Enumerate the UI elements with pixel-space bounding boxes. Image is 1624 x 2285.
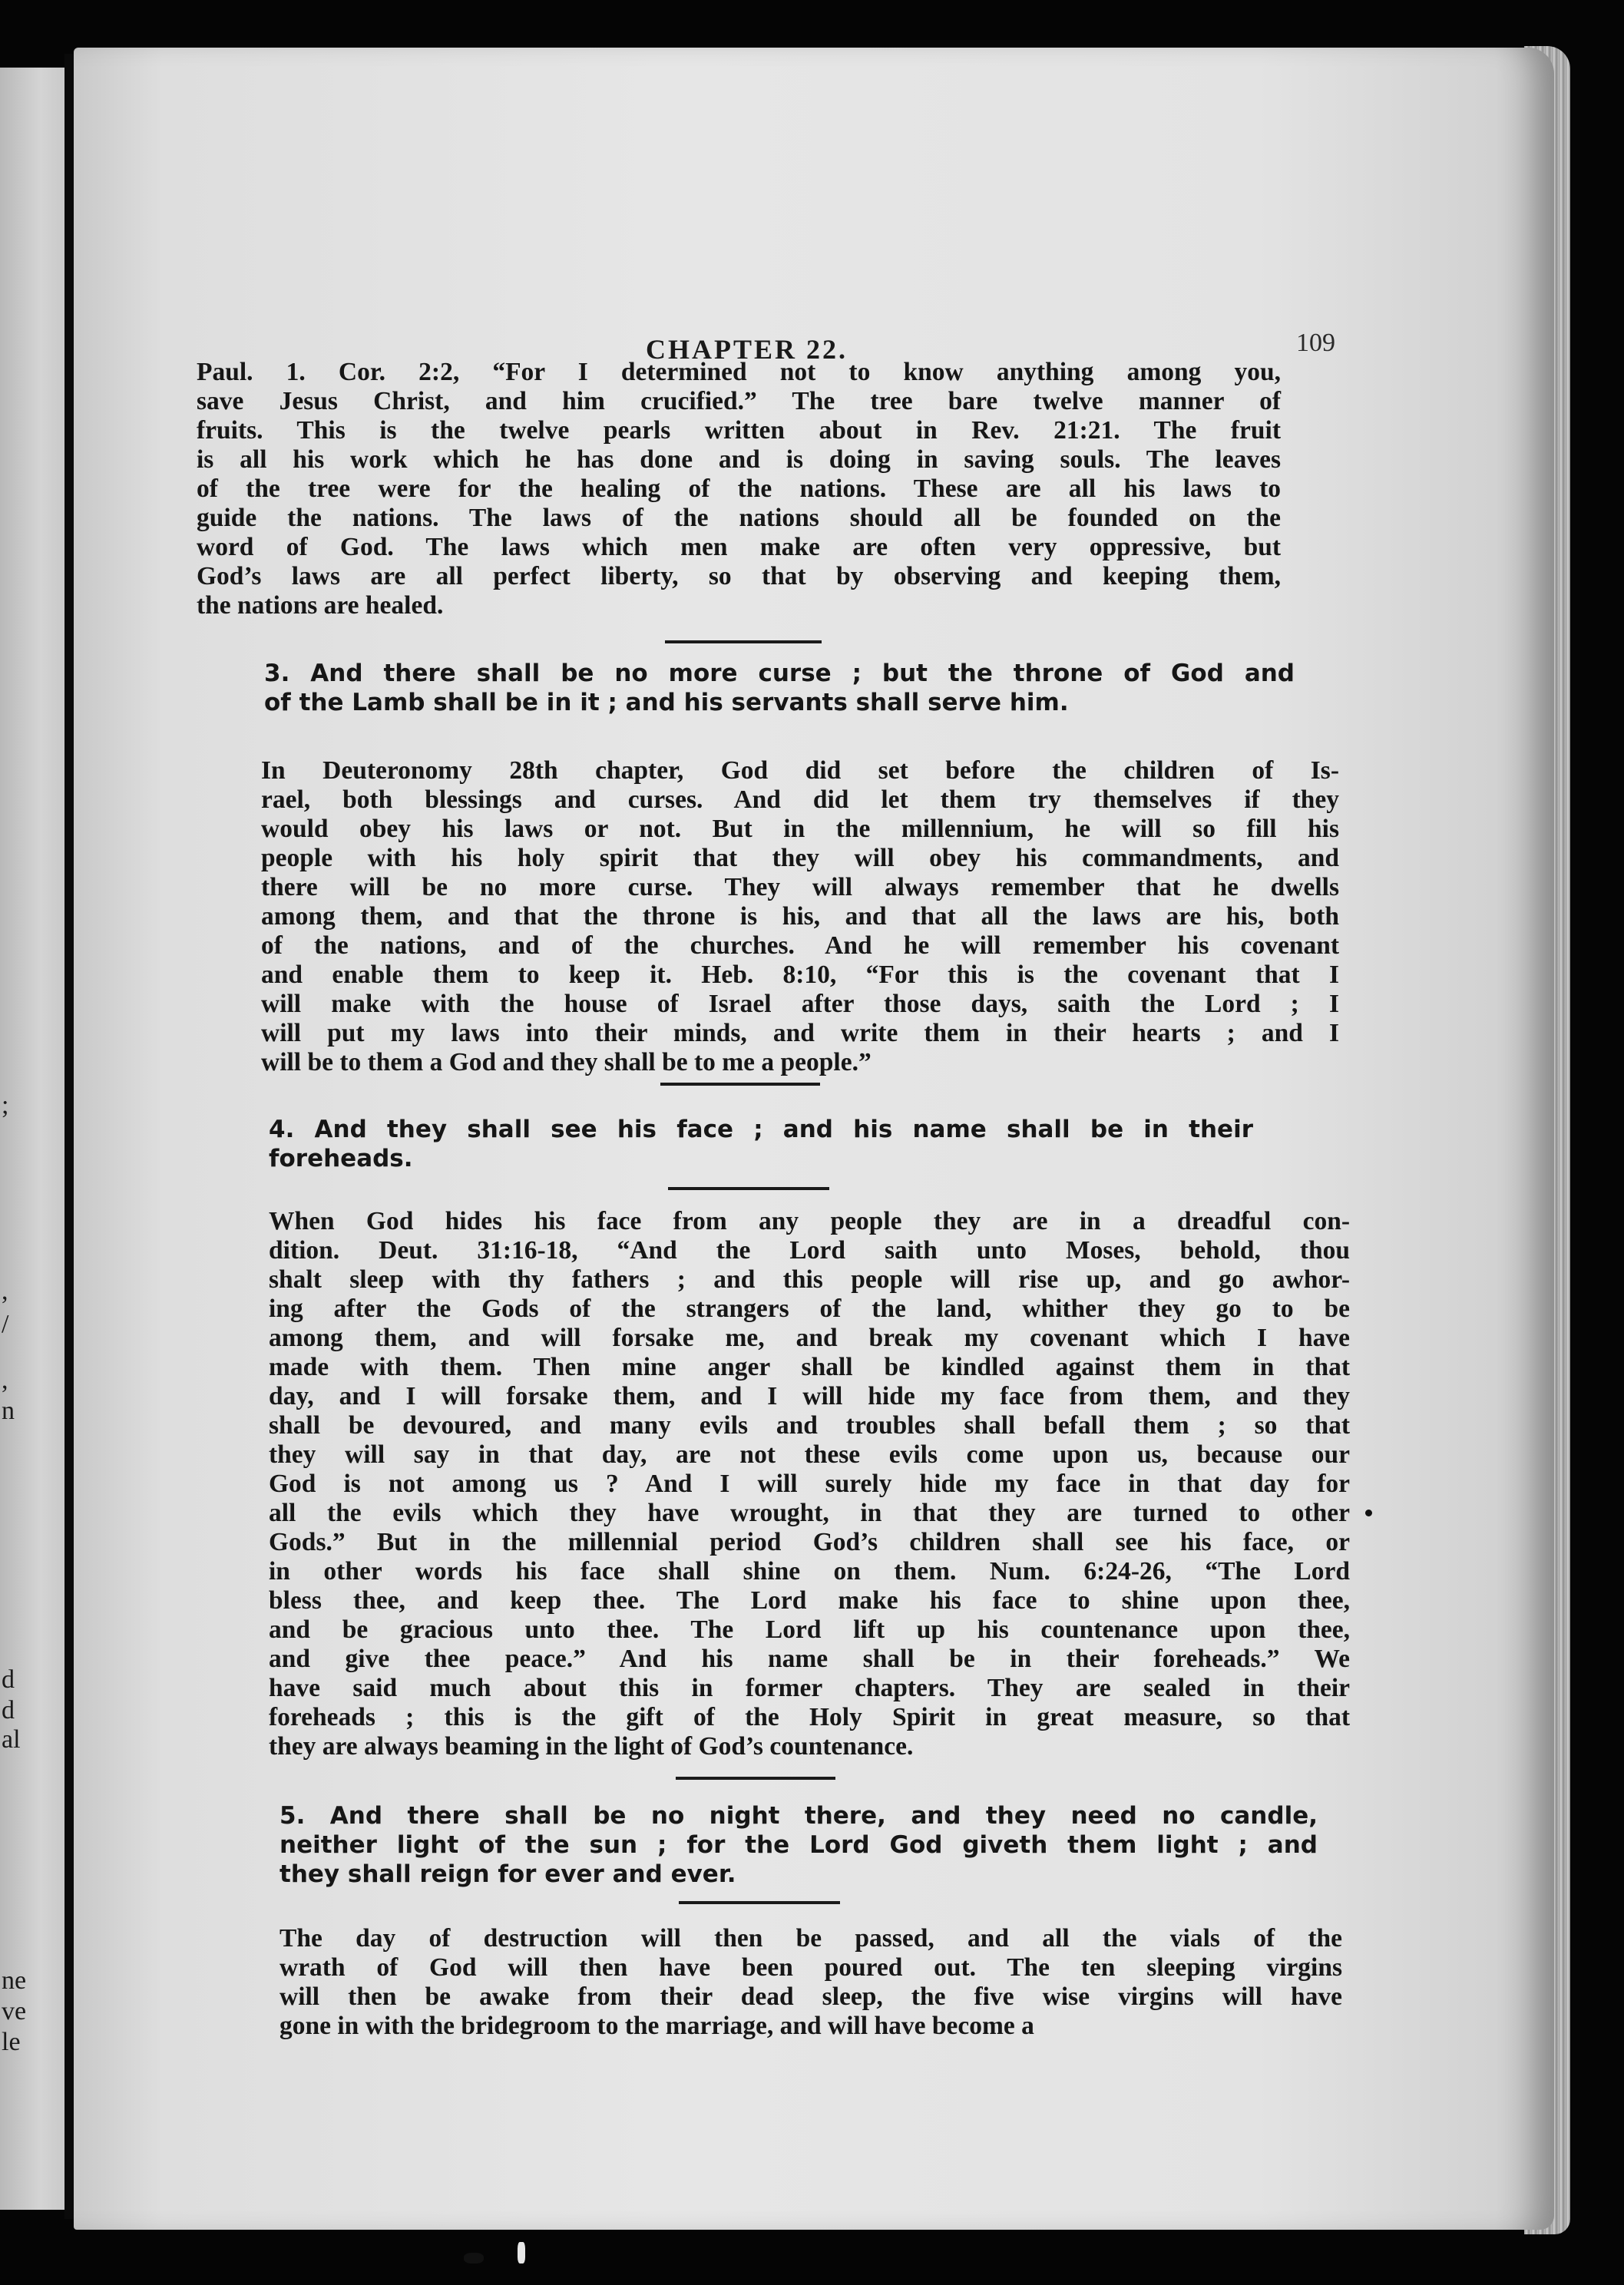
ink-speck [464,2253,484,2264]
left-page-text-fragment: d [2,1696,15,1724]
text-line: will be to them a God and they shall be to me a people.” [261,1048,872,1076]
ink-speck [518,2242,525,2264]
left-page-text-fragment: d [2,1665,15,1694]
text-line: and enable them to keep it. Heb. 8:10, “For this is the covenant that I [261,961,1339,989]
text-line: fruits. This is the twelve pearls written about in Rev. 21:21. The fruit [197,416,1281,445]
text-line: is all his work which he has done and is doing in saving souls. The leaves [197,445,1281,474]
text-line: there will be no more curse. They will always remember that he dwells [261,873,1339,901]
section-divider [668,1187,829,1190]
text-line: they are always beaming in the light of God’s countenance. [269,1732,914,1761]
text-line: gone in with the bridegroom to the marriage, and will have become a [279,2012,1034,2040]
text-line: among them, and will forsake me, and break my covenant which I have [269,1324,1350,1352]
text-line: foreheads. [269,1145,413,1172]
left-page-fragment [0,68,68,2210]
text-line: word of God. The laws which men make are often very oppressive, but [197,533,1281,561]
text-line: 5. And there shall be no night there, and they need no candle, [279,1802,1318,1830]
text-line: made with them. Then mine anger shall be kindled against them in that [269,1353,1350,1381]
text-line: have said much about this in former chapters. They are sealed in their [269,1674,1350,1702]
text-line: the nations are healed. [197,591,444,620]
left-page-text-fragment: al [2,1725,21,1754]
text-line: guide the nations. The laws of the nations should all be founded on the [197,504,1281,532]
text-line: wrath of God will then have been poured out. The ten sleeping virgins [279,1953,1342,1982]
text-line: all the evils which they have wrought, in that they are turned to other [269,1499,1350,1527]
text-line: When God hides his face from any people they are in a dreadful con- [269,1207,1350,1235]
text-line: save Jesus Christ, and him crucified.” The tree bare twelve manner of [197,387,1281,415]
left-page-text-fragment: ve [2,1997,27,2025]
left-page-text-fragment: ; [2,1091,9,1119]
text-line: day, and I will forsake them, and I will hide my face from them, and they [269,1382,1350,1410]
text-line: they shall reign for ever and ever. [279,1860,736,1888]
text-line: they will say in that day, are not these evils come upon us, because our [269,1440,1350,1469]
section-divider [676,1777,835,1780]
section-divider [679,1901,840,1904]
left-page-text-fragment: , [2,1366,8,1394]
paragraph-2 [261,756,1339,1077]
page-text [74,48,1554,2230]
text-line: would obey his laws or not. But in the millennium, he will so fill his [261,815,1339,843]
text-line: Gods.” But in the millennial period God’s children shall see his face, or [269,1528,1350,1556]
section-divider [660,1083,820,1086]
text-line: 4. And they shall see his face ; and his name shall be in their [269,1116,1253,1143]
left-page-text-fragment: / [2,1310,9,1338]
ink-speck [1365,1510,1372,1516]
left-page-text-fragment: , [2,1277,8,1305]
chapter-heading: CHAPTER 22. [646,334,848,365]
text-line: in other words his face shall shine on them. Num. 6:24-26, “The Lord [269,1557,1350,1586]
text-line: of the Lamb shall be in it ; and his servants shall serve him. [264,689,1069,716]
paragraph-4 [279,1924,1342,2041]
text-line: 3. And there shall be no more curse ; but the throne of God and [264,660,1295,687]
text-line: God’s laws are all perfect liberty, so that by observing and keeping them, [197,562,1281,590]
text-line: The day of destruction will then be passed, and all the vials of the [279,1924,1342,1953]
text-line: shalt sleep with thy fathers ; and this people will rise up, and go awhor- [269,1265,1350,1294]
text-line: will then be awake from their dead sleep, the five wise virgins will have [279,1982,1342,2011]
text-line: bless thee, and keep thee. The Lord make his face to shine upon thee, [269,1586,1350,1615]
text-line: and be gracious unto thee. The Lord lift up his countenance upon thee, [269,1615,1350,1644]
text-line: will make with the house of Israel after those days, saith the Lord ; I [261,990,1339,1018]
left-page-text-fragment: n [2,1397,15,1425]
text-line: dition. Deut. 31:16-18, “And the Lord saith unto Moses, behold, thou [269,1236,1350,1265]
verse-4 [269,1115,1253,1173]
text-line: Paul. 1. Cor. 2:2, “For I determined not to know anything among you, [197,358,1281,386]
verse-3 [264,659,1295,717]
text-line: rael, both blessings and curses. And did let them try themselves if they [261,785,1339,814]
left-page-text-fragment: le [2,2028,21,2056]
text-line: among them, and that the throne is his, and that all the laws are his, both [261,902,1339,931]
text-line: and give thee peace.” And his name shall be in their foreheads.” We [269,1645,1350,1673]
section-divider [665,640,822,643]
verse-5 [279,1801,1318,1889]
paragraph-1 [197,358,1281,620]
paragraph-3 [269,1207,1350,1761]
text-line: of the nations, and of the churches. And he will remember his covenant [261,931,1339,960]
text-line: shall be devoured, and many evils and troubles shall befall them ; so that [269,1411,1350,1440]
text-line: God is not among us ? And I will surely hide my face in that day for [269,1470,1350,1498]
text-line: people with his holy spirit that they will obey his commandments, and [261,844,1339,872]
left-page-text-fragment: ne [2,1966,27,1995]
text-line: of the tree were for the healing of the nations. These are all his laws to [197,475,1281,503]
text-line: will put my laws into their minds, and write them in their hearts ; and I [261,1019,1339,1047]
book-page [74,48,1554,2230]
text-line: ing after the Gods of the strangers of the land, whither they go to be [269,1295,1350,1323]
text-line: In Deuteronomy 28th chapter, God did set before the children of Is- [261,756,1339,785]
text-line: neither light of the sun ; for the Lord God giveth them light ; and [279,1831,1318,1859]
text-line: foreheads ; this is the gift of the Holy Spirit in great measure, so that [269,1703,1350,1731]
page-number: 109 [1296,329,1335,357]
